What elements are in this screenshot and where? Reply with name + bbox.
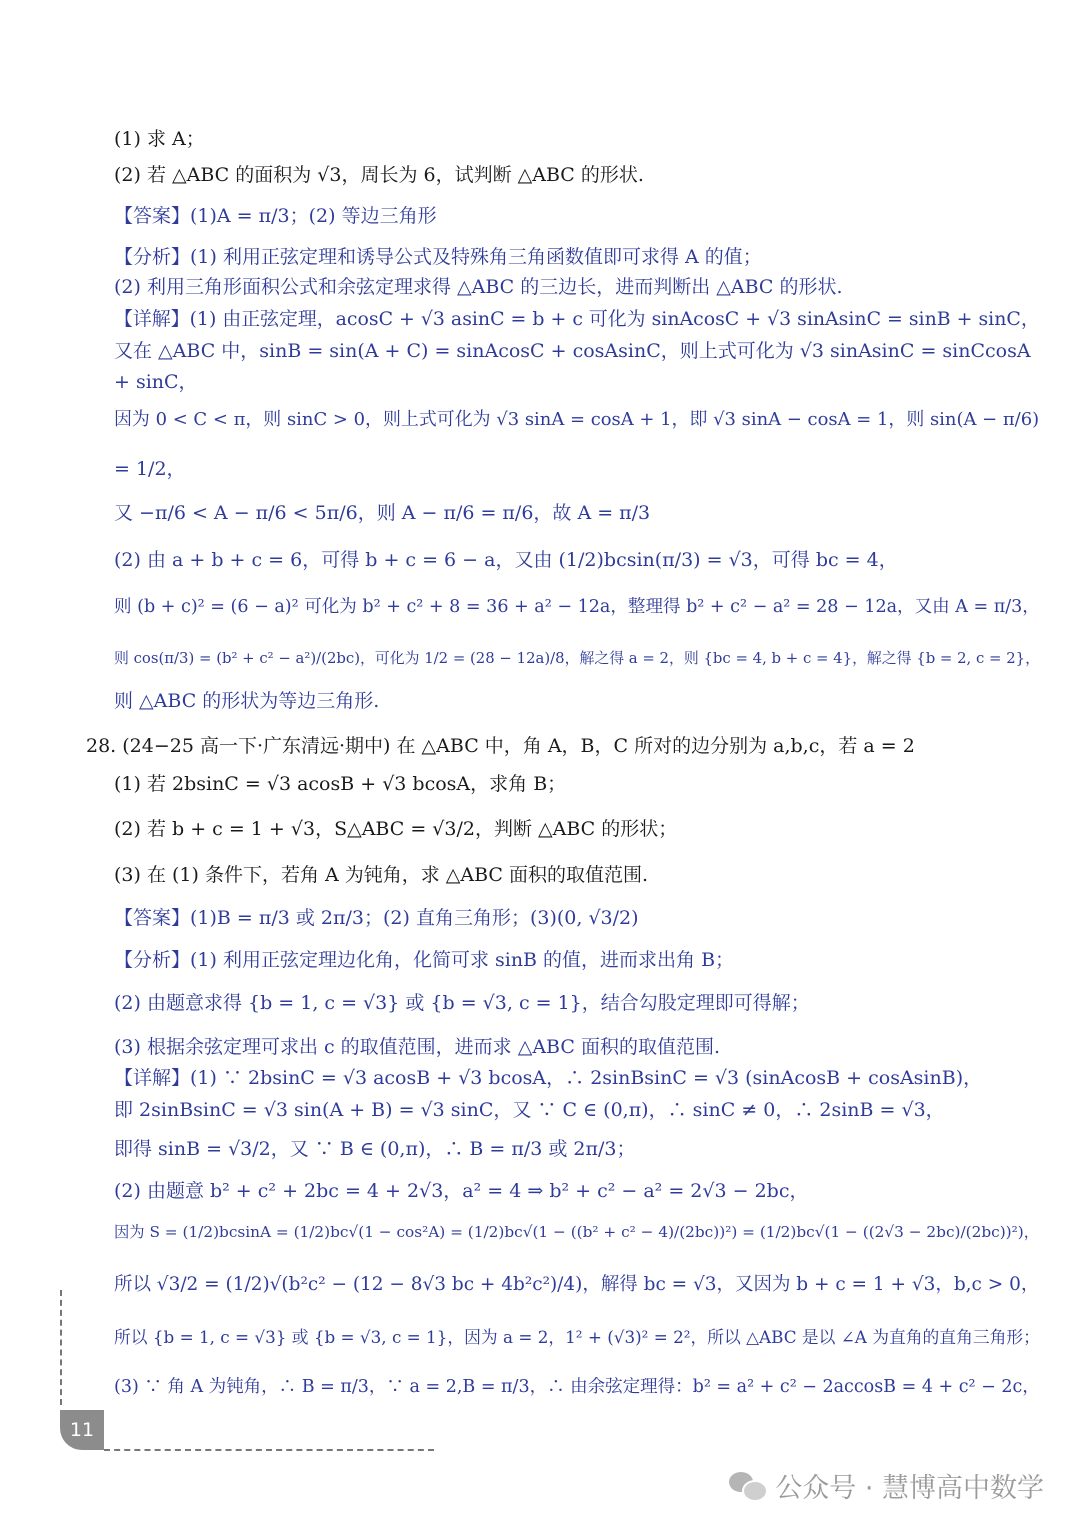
solution-line: 则 (b + c)² = (6 − a)² 可化为 b² + c² + 8 = 36 + a² − 12a，整理得 b² + c² − a² = 28 − 12a，又由 A = π/3， <box>114 597 1040 617</box>
solution-line: 【详解】(1) 由正弦定理，acosC + √3 asinC = b + c 可化为 sinAcosC + √3 sinAsinC = sinB + sinC， <box>114 308 1040 330</box>
question-line: (2) 若 △ABC 的面积为 √3，周长为 6，试判断 △ABC 的形状. <box>114 164 644 186</box>
solution-line: 【答案】(1)A = π/3；(2) 等边三角形 <box>114 205 437 227</box>
question-line: (1) 若 2bsinC = √3 acosB + √3 bcosA，求角 B； <box>114 773 567 795</box>
solution-line: 所以 √3/2 = (1/2)√(b²c² − (12 − 8√3 bc + 4b²c²)/4)，解得 bc = √3，又因为 b + c = 1 + √3，b,c > 0， <box>114 1274 1040 1295</box>
question-line: (1) 求 A； <box>114 128 205 150</box>
solution-line: 又 −π/6 < A − π/6 < 5π/6，则 A − π/6 = π/6，故 A = π/3 <box>114 502 651 524</box>
solution-line: + sinC， <box>114 371 198 393</box>
solution-line: 因为 0 < C < π，则 sinC > 0，则上式可化为 √3 sinA = cosA + 1，即 √3 sinA − cosA = 1，则 sin(A − π/6) <box>114 409 1040 430</box>
page-number: 11 <box>60 1410 104 1450</box>
solution-line: 所以 {b = 1, c = √3} 或 {b = √3, c = 1}，因为 a = 2，1² + (√3)² = 2²，所以 △ABC 是以 ∠A 为直角的直角三角形； <box>114 1327 1040 1347</box>
margin-dashed-line-horizontal <box>104 1449 434 1451</box>
solution-line: 【分析】(1) 利用正弦定理和诱导公式及特殊角三角函数值即可求得 A 的值； <box>114 246 762 268</box>
solution-line: 【详解】(1) ∵ 2bsinC = √3 acosB + √3 bcosA，∴ 2sinBsinC = √3 (sinAcosB + cosAsinB)， <box>114 1067 983 1089</box>
solution-line: 则 cos(π/3) = (b² + c² − a²)/(2bc)，可化为 1/2 = (28 − 12a)/8，解之得 a = 2，则 {bc = 4, b + c = 4}，解之得 {b = 2, c = 2}， <box>114 649 1040 667</box>
solution-line: (3) ∵ 角 A 为钝角，∴ B = π/3，∵ a = 2,B = π/3，∴ 由余弦定理得：b² = a² + c² − 2accosB = 4 + c² − 2c， <box>114 1377 1040 1397</box>
solution-line: 即 2sinBsinC = √3 sin(A + B) = √3 sinC，又 ∵ C ∈ (0,π)，∴ sinC ≠ 0，∴ 2sinB = √3， <box>114 1099 945 1121</box>
solution-line: 则 △ABC 的形状为等边三角形. <box>114 690 380 712</box>
solution-line: (2) 利用三角形面积公式和余弦定理求得 △ABC 的三边长，进而判断出 △ABC 的形状. <box>114 276 843 298</box>
solution-line: 即得 sinB = √3/2，又 ∵ B ∈ (0,π)，∴ B = π/3 或 2π/3； <box>114 1138 636 1160</box>
solution-line: = 1/2， <box>114 458 186 480</box>
watermark <box>729 1465 1044 1505</box>
solution-line: 【分析】(1) 利用正弦定理边化角，化简可求 sinB 的值，进而求出角 B； <box>114 949 735 971</box>
solution-line: (3) 根据余弦定理可求出 c 的取值范围，进而求 △ABC 面积的取值范围. <box>114 1036 720 1058</box>
question-line: (2) 若 b + c = 1 + √3，S△ABC = √3/2，判断 △ABC 的形状； <box>114 818 678 840</box>
question-line: (3) 在 (1) 条件下，若角 A 为钝角，求 △ABC 面积的取值范围. <box>114 864 649 886</box>
solution-line: 因为 S = (1/2)bcsinA = (1/2)bc√(1 − cos²A) = (1/2)bc√(1 − ((b² + c² − 4)/(2bc))²) = (1/2)bc√(1 − ((2√3 − 2bc)/(2bc))²)， <box>114 1223 1040 1241</box>
wechat-icon <box>729 1470 765 1500</box>
question-line: 28. (24−25 高一下·广东清远·期中) 在 △ABC 中，角 A，B，C 所对的边分别为 a,b,c，若 a = 2 <box>86 735 915 757</box>
solution-line: (2) 由题意 b² + c² + 2bc = 4 + 2√3，a² = 4 ⇒ b² + c² − a² = 2√3 − 2bc， <box>114 1180 809 1202</box>
solution-line: (2) 由题意求得 {b = 1, c = √3} 或 {b = √3, c = 1}，结合勾股定理即可得解； <box>114 992 810 1014</box>
solution-line: 【答案】(1)B = π/3 或 2π/3；(2) 直角三角形；(3)(0, √3/2) <box>114 907 639 929</box>
solution-line: (2) 由 a + b + c = 6，可得 b + c = 6 − a，又由 (1/2)bcsin(π/3) = √3，可得 bc = 4， <box>114 549 898 571</box>
margin-dashed-line-vertical <box>60 1290 62 1405</box>
watermark-text: 公众号 · 慧博高中数学 <box>775 1472 1044 1504</box>
solution-line: 又在 △ABC 中，sinB = sin(A + C) = sinAcosC + cosAsinC，则上式可化为 √3 sinAsinC = sinCcosA <box>114 340 1031 362</box>
